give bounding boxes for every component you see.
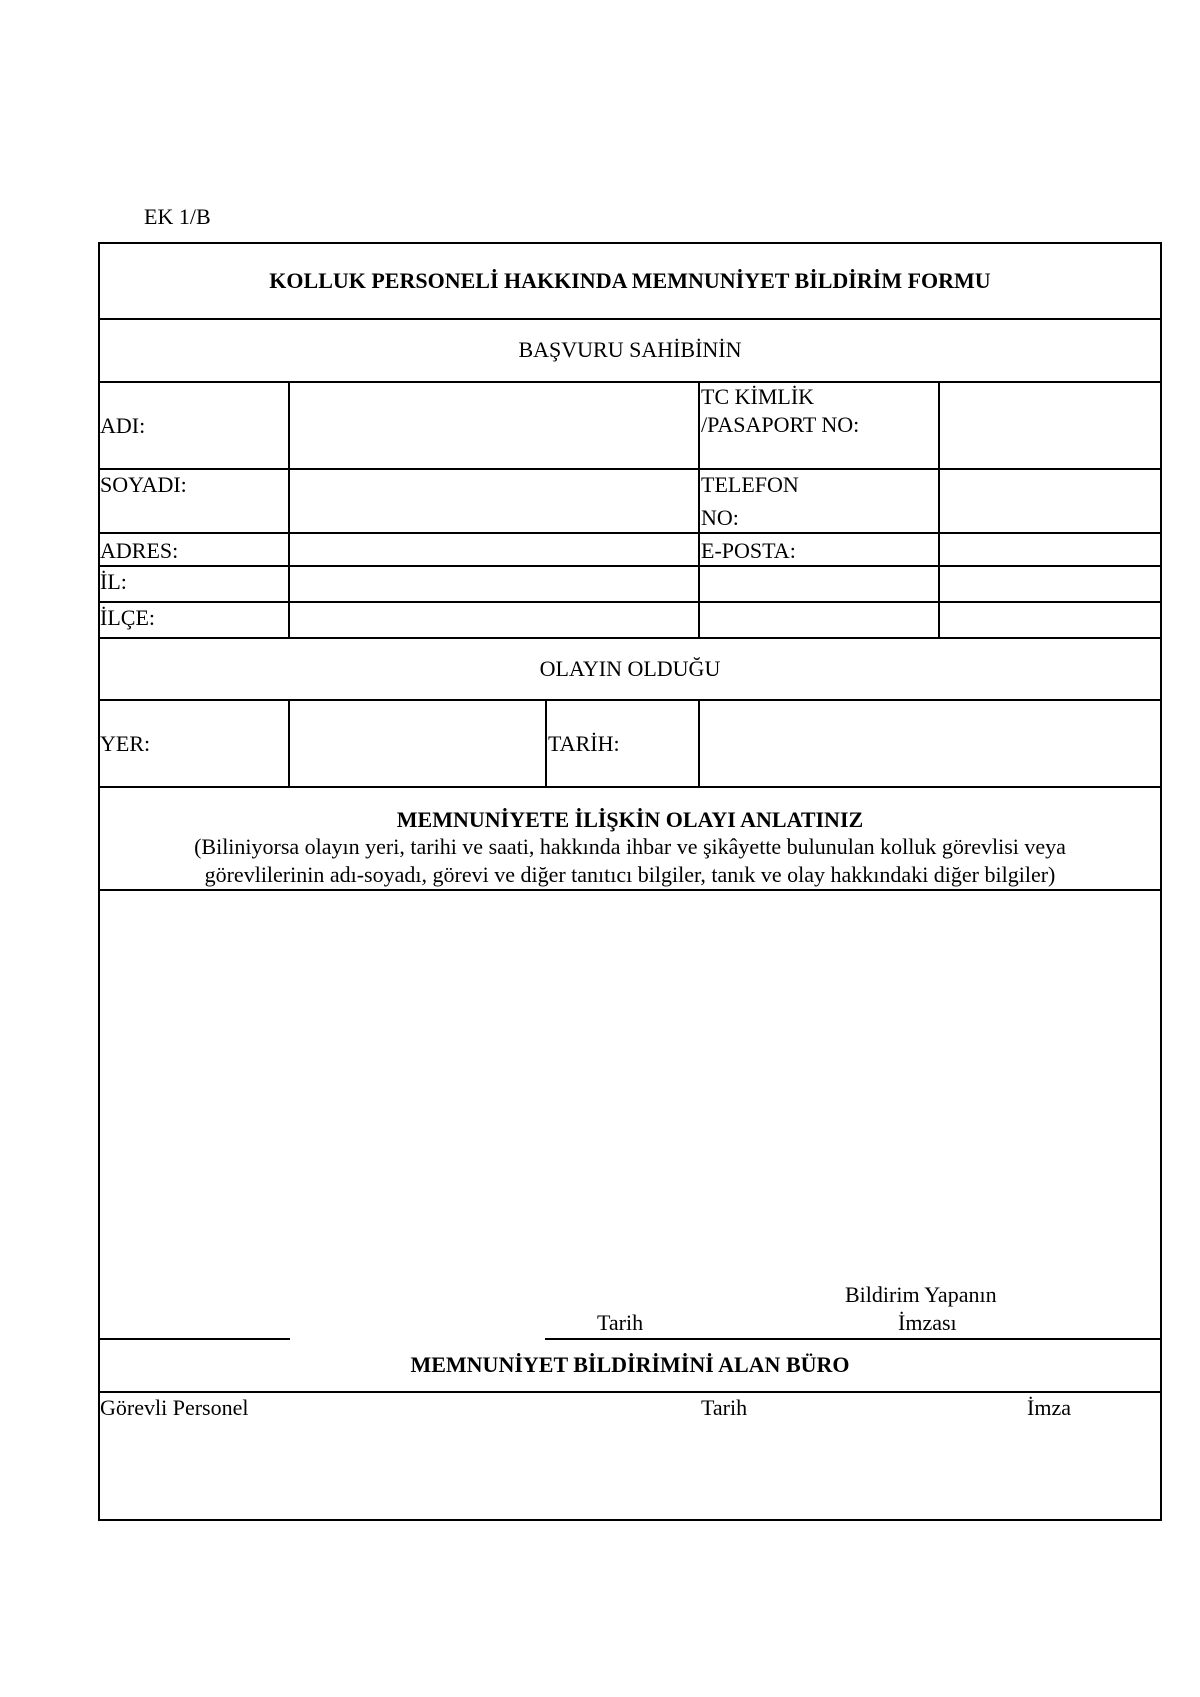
form-bottom-border	[98, 1519, 1162, 1521]
incident-section-heading: OLAYIN OLDUĞU	[539, 656, 721, 681]
signature-line	[98, 1338, 290, 1340]
signature-label-line2: İmzası	[898, 1310, 957, 1335]
form-top-border	[98, 242, 1162, 244]
office-entry-area[interactable]	[101, 1424, 1159, 1517]
divider	[98, 699, 1162, 701]
province-label: İL:	[100, 569, 127, 594]
divider	[545, 699, 547, 788]
divider	[938, 381, 940, 639]
divider	[98, 637, 1162, 639]
divider	[698, 381, 700, 639]
district-field[interactable]	[291, 604, 697, 636]
applicant-section-heading: BAŞVURU SAHİBİNİN	[518, 337, 742, 362]
description-date-label: Tarih	[597, 1310, 644, 1335]
email-field[interactable]	[941, 535, 1159, 564]
divider	[98, 468, 1162, 470]
incident-date-label: TARİH:	[548, 731, 620, 756]
incident-date-field[interactable]	[701, 702, 1159, 785]
divider	[288, 699, 290, 788]
divider	[698, 699, 700, 788]
divider	[98, 1391, 1162, 1393]
incident-place-label: YER:	[100, 731, 151, 756]
form-title: KOLLUK PERSONELİ HAKKINDA MEMNUNİYET BİLDİRİM FORMU	[269, 268, 991, 293]
phone-label-line2: NO:	[701, 505, 739, 530]
divider	[288, 381, 290, 639]
surname-field[interactable]	[291, 471, 697, 531]
incident-place-field[interactable]	[291, 702, 544, 785]
address-field[interactable]	[291, 535, 697, 564]
description-instructions-line2: görevlilerinin adı-soyadı, görevi ve diğer tanıtıcı bilgiler, tanık ve olay hakkındaki diğer bilgiler)	[204, 862, 1056, 887]
description-instructions-line1: (Biliniyorsa olayın yeri, tarihi ve saati, hakkında ihbar ve şikâyette bulunulan kolluk görevlisi veya	[194, 834, 1066, 859]
divider	[98, 889, 1162, 891]
first-name-field[interactable]	[291, 384, 697, 467]
surname-label: SOYADI:	[100, 472, 187, 497]
divider	[98, 565, 1162, 567]
address-label: ADRES:	[100, 538, 179, 563]
email-label: E-POSTA:	[701, 538, 796, 563]
id-number-label-line2: /PASAPORT NO:	[701, 412, 860, 437]
district-label: İLÇE:	[100, 605, 155, 630]
officer-label: Görevli Personel	[100, 1395, 249, 1420]
phone-field[interactable]	[941, 471, 1159, 531]
signature-label-line1: Bildirim Yapanın	[845, 1282, 997, 1307]
divider	[98, 786, 1162, 788]
first-name-label: ADI:	[100, 413, 146, 438]
divider	[98, 601, 1162, 603]
description-section-heading: MEMNUNİYETE İLİŞKİN OLAYI ANLATINIZ	[396, 807, 864, 832]
divider	[98, 318, 1162, 320]
office-section-heading: MEMNUNİYET BİLDİRİMİNİ ALAN BÜRO	[410, 1352, 850, 1377]
phone-label-line1: TELEFON	[701, 472, 799, 497]
office-date-label: Tarih	[701, 1395, 748, 1420]
id-number-field[interactable]	[941, 384, 1159, 467]
office-signature-label: İmza	[1027, 1395, 1071, 1420]
divider	[545, 1338, 1162, 1340]
description-text-area[interactable]	[101, 892, 1159, 1282]
annex-label: EK 1/B	[144, 204, 211, 229]
divider	[98, 532, 1162, 534]
divider	[98, 381, 1162, 383]
id-number-label-line1: TC KİMLİK	[701, 384, 815, 409]
form-right-border	[1160, 242, 1162, 1521]
province-field[interactable]	[291, 568, 697, 600]
